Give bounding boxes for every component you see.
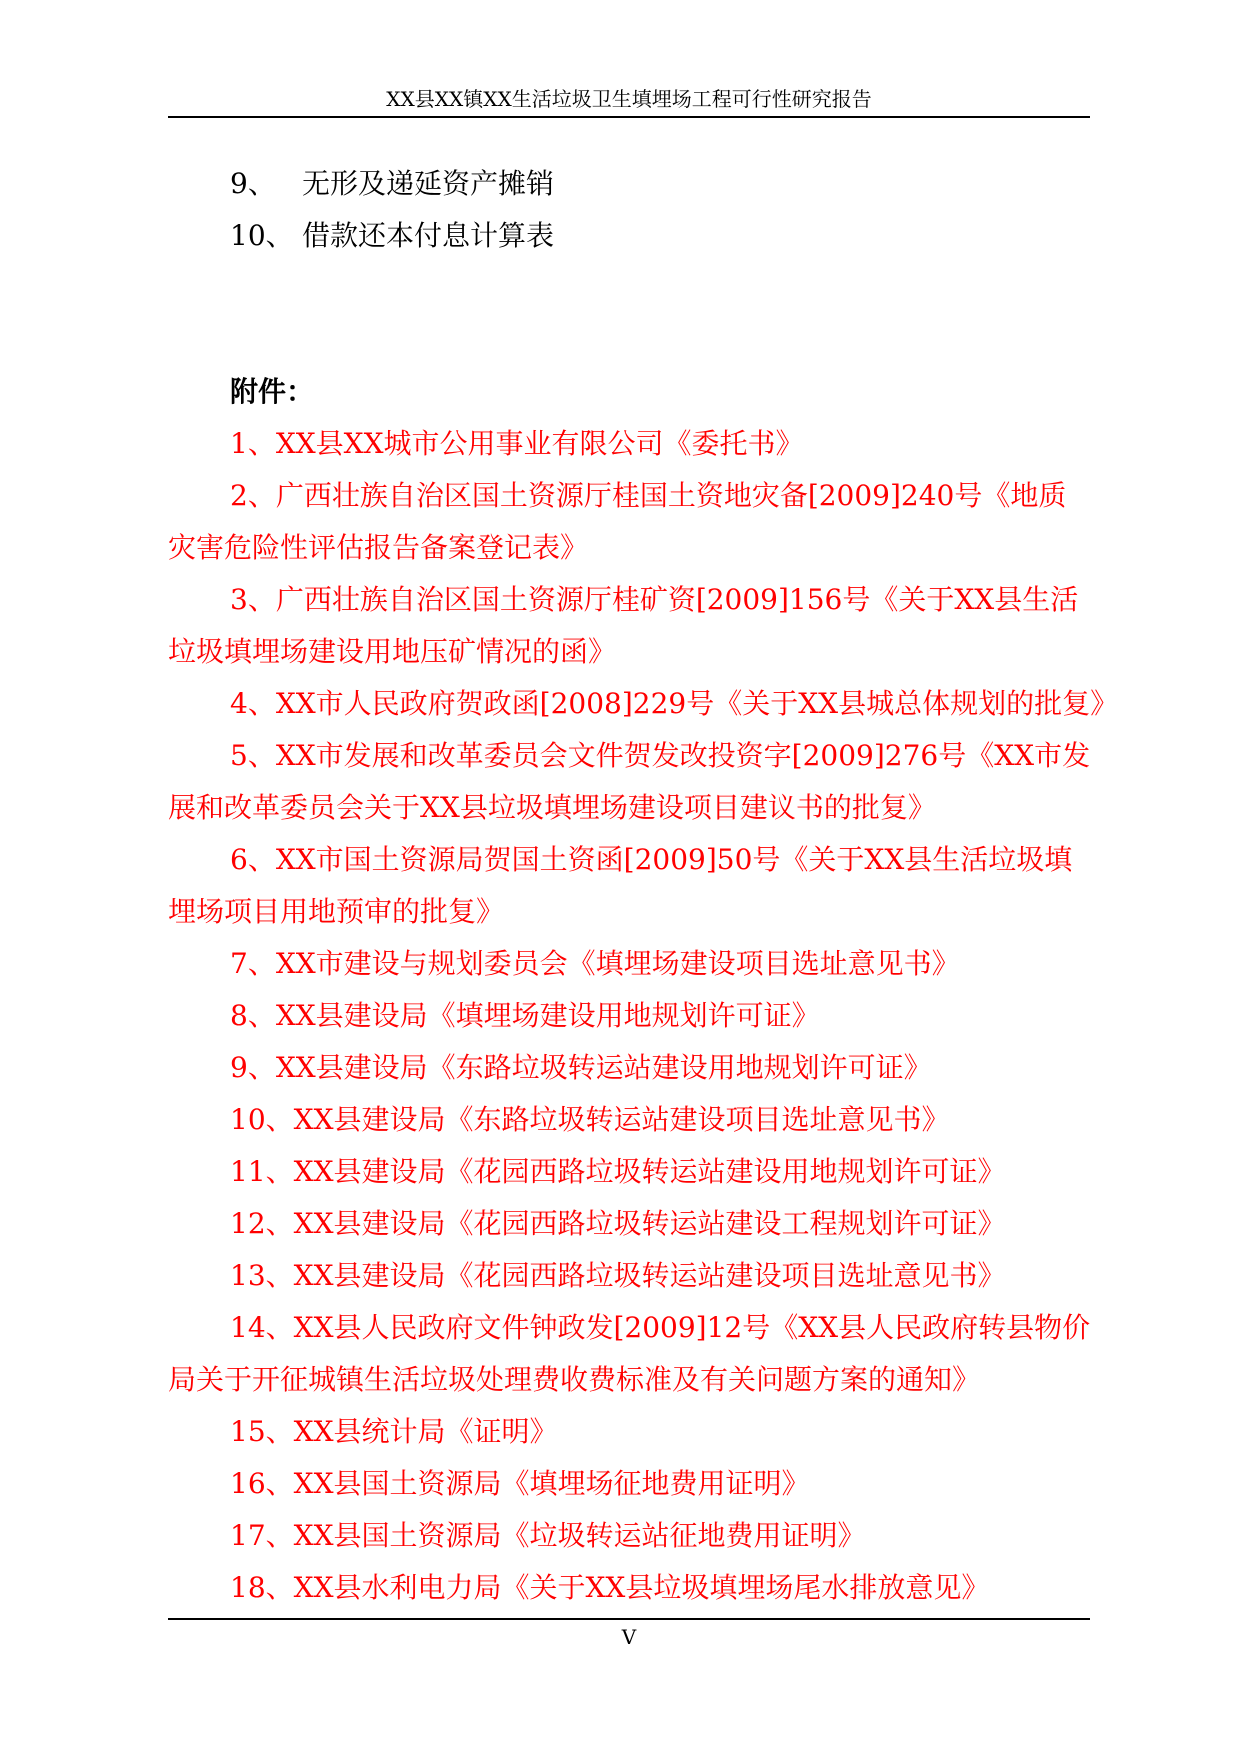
page-number: V — [621, 1625, 637, 1649]
attachment-line: 17、XX县国土资源局《垃圾转运站征地费用证明》 — [230, 1519, 866, 1552]
attachment-line: 15、XX县统计局《证明》 — [230, 1415, 558, 1448]
attachment-item — [168, 1562, 1090, 1614]
attachment-line: 12、XX县建设局《花园西路垃圾转运站建设工程规划许可证》 — [230, 1207, 1006, 1240]
attachment-line: 5、XX市发展和改革委员会文件贺发改投资字[2009]276号《XX市发 — [230, 739, 1091, 772]
attachment-line: 10、XX县建设局《东路垃圾转运站建设项目选址意见书》 — [230, 1103, 950, 1136]
schedule-item-number: 10、 — [230, 219, 294, 252]
attachment-line-continued: 垃圾填埋场建设用地压矿情况的函》 — [168, 635, 617, 668]
attachment-line: 2、广西壮族自治区国土资源厅桂国土资地灾备[2009]240号《地质 — [230, 479, 1067, 512]
attachment-line: 16、XX县国土资源局《填埋场征地费用证明》 — [230, 1467, 810, 1500]
attachment-line: 8、XX县建设局《填埋场建设用地规划许可证》 — [230, 999, 820, 1032]
attachment-line-continued: 灾害危险性评估报告备案登记表》 — [168, 531, 589, 564]
attachment-item — [168, 678, 1119, 730]
schedule-item — [168, 210, 1090, 262]
attachment-line: 11、XX县建设局《花园西路垃圾转运站建设用地规划许可证》 — [230, 1155, 1006, 1188]
attachment-item — [168, 834, 1090, 938]
attachment-item — [168, 574, 1090, 678]
attachment-line: 1、XX县XX城市公用事业有限公司《委托书》 — [230, 427, 804, 460]
attachment-item — [168, 1146, 1090, 1198]
attachment-line: 14、XX县人民政府文件钟政发[2009]12号《XX县人民政府转县物价 — [230, 1311, 1091, 1344]
attachment-line-continued: 展和改革委员会关于XX县垃圾填埋场建设项目建议书的批复》 — [168, 791, 936, 824]
attachment-line: 9、XX县建设局《东路垃圾转运站建设用地规划许可证》 — [230, 1051, 932, 1084]
attachment-item — [168, 990, 1090, 1042]
schedule-item-number: 9、 — [230, 167, 276, 200]
attachment-item — [168, 470, 1090, 574]
attachment-item — [168, 730, 1090, 834]
attachment-line-continued: 局关于开征城镇生活垃圾处理费收费标准及有关问题方案的通知》 — [168, 1363, 981, 1396]
schedule-item-text: 借款还本付息计算表 — [302, 219, 555, 252]
attachment-line: 18、XX县水利电力局《关于XX县垃圾填埋场尾水排放意见》 — [230, 1571, 990, 1604]
spacer — [168, 262, 1090, 366]
attachment-item — [168, 1458, 1090, 1510]
attachment-item — [168, 1042, 1090, 1094]
attachment-line: 6、XX市国土资源局贺国土资函[2009]50号《关于XX县生活垃圾填 — [230, 843, 1073, 876]
footer-rule — [168, 1618, 1090, 1620]
attachment-line: 13、XX县建设局《花园西路垃圾转运站建设项目选址意见书》 — [230, 1259, 1006, 1292]
attachment-item — [168, 1198, 1090, 1250]
page-content — [168, 158, 1119, 1614]
attachment-item — [168, 1094, 1090, 1146]
attachment-item — [168, 1250, 1090, 1302]
attachment-line-continued: 埋场项目用地预审的批复》 — [168, 895, 505, 928]
attachment-item — [168, 1302, 1090, 1406]
attachment-item — [168, 1510, 1090, 1562]
attachment-item — [168, 938, 1090, 990]
attachment-item — [168, 1406, 1090, 1458]
schedule-item — [168, 158, 1090, 210]
header-rule — [168, 116, 1090, 118]
attachments-heading: 附件： — [230, 375, 315, 408]
page-header: XX县XX镇XX生活垃圾卫生填埋场工程可行性研究报告 — [386, 87, 872, 111]
attachment-line: 4、XX市人民政府贺政函[2008]229号《关于XX县城总体规划的批复》 — [230, 687, 1119, 720]
schedule-item-text: 无形及递延资产摊销 — [302, 167, 555, 200]
attachment-line: 7、XX市建设与规划委员会《填埋场建设项目选址意见书》 — [230, 947, 960, 980]
attachment-line: 3、广西壮族自治区国土资源厅桂矿资[2009]156号《关于XX县生活 — [230, 583, 1079, 616]
attachment-item — [168, 418, 1090, 470]
